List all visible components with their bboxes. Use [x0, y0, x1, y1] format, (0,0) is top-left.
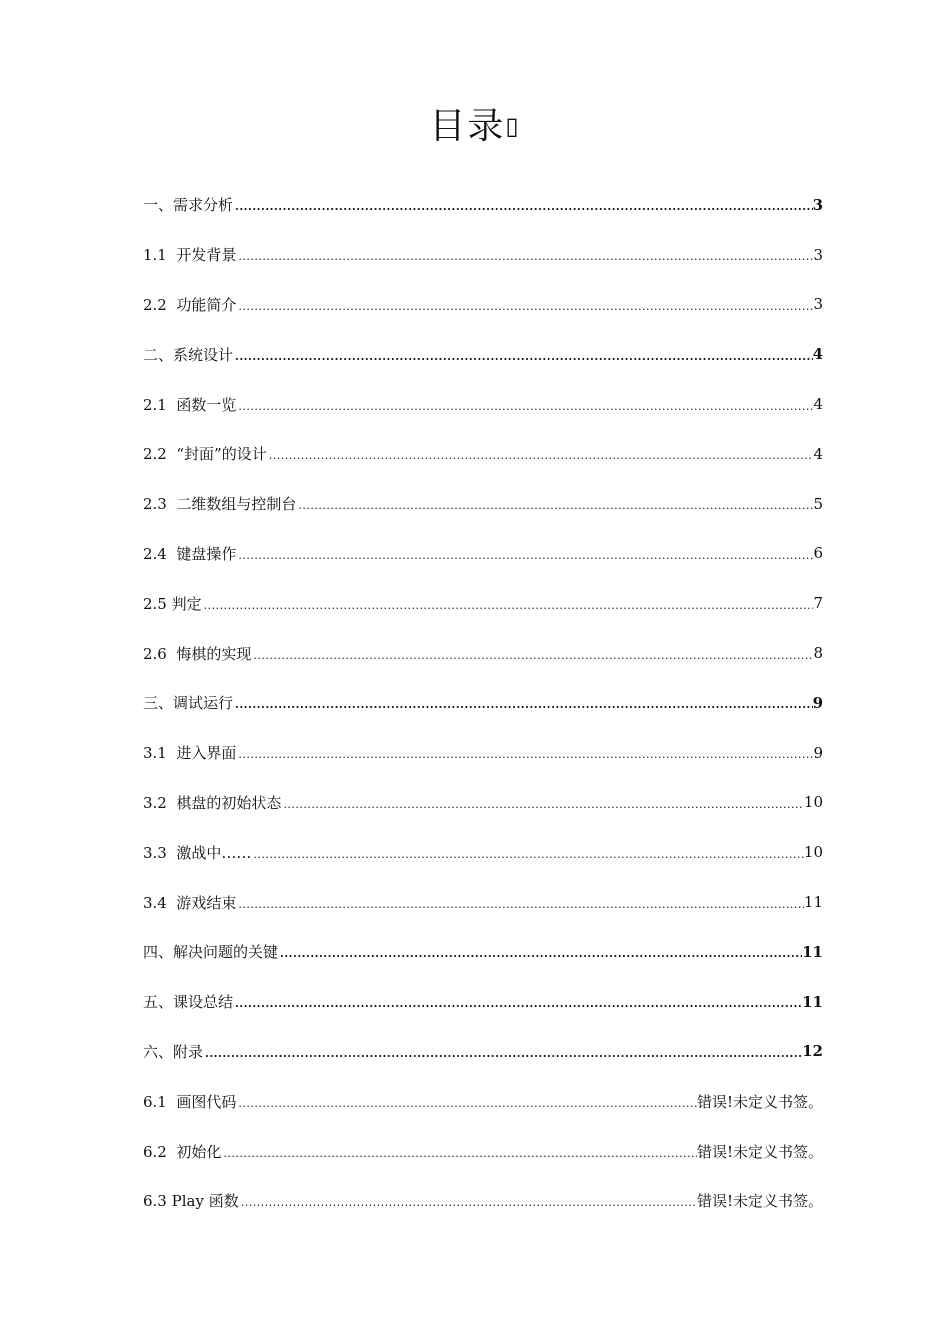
toc-entry-page: 5 — [813, 494, 823, 513]
leader-dots — [238, 748, 813, 761]
toc-entry-label: 2.1 函数一览 — [143, 395, 237, 414]
toc-entry-label: 2.6 悔棋的实现 — [143, 644, 252, 663]
title-mark: ▯ — [505, 112, 521, 140]
leader-dots — [253, 848, 804, 861]
leader-dots — [269, 449, 814, 462]
toc-entry[interactable] — [143, 180, 823, 230]
table-of-contents — [143, 180, 823, 1226]
toc-entry-label: 四、解决问题的关键 — [143, 943, 279, 962]
toc-entry[interactable] — [143, 1176, 823, 1226]
toc-entry[interactable] — [143, 1126, 823, 1176]
toc-entry[interactable] — [143, 280, 823, 330]
toc-entry[interactable] — [143, 827, 823, 877]
title-text: 目录 — [429, 106, 506, 147]
toc-entry-label: 3.2 棋盘的初始状态 — [143, 793, 282, 812]
leader-dots — [238, 549, 813, 562]
toc-entry-page: 7 — [813, 594, 823, 613]
toc-entry[interactable] — [143, 877, 823, 927]
leader-dots — [238, 400, 813, 413]
toc-entry[interactable] — [143, 778, 823, 828]
toc-entry[interactable] — [143, 429, 823, 479]
toc-entry-label: 六、附录 — [143, 1042, 204, 1061]
toc-entry-page: 11 — [803, 893, 823, 912]
toc-entry-label: 一、需求分析 — [143, 196, 234, 215]
leader-dots — [253, 649, 813, 662]
toc-entry-page: 11 — [802, 992, 823, 1011]
page-title — [0, 98, 950, 149]
toc-entry-page: 11 — [802, 942, 823, 961]
toc-entry-page: 3 — [813, 295, 823, 314]
toc-entry[interactable] — [143, 927, 823, 977]
toc-entry-label: 3.3 激战中…… — [143, 843, 252, 862]
leader-dots — [238, 300, 813, 313]
toc-entry-page: 3 — [813, 245, 823, 264]
toc-entry[interactable] — [143, 678, 823, 728]
leader-dots — [238, 250, 813, 263]
toc-entry-page: 6 — [813, 544, 823, 563]
toc-entry[interactable] — [143, 479, 823, 529]
leader-dots — [223, 1147, 697, 1160]
leader-dots — [204, 599, 814, 612]
toc-entry[interactable] — [143, 1027, 823, 1077]
toc-entry-page: 4 — [813, 395, 823, 414]
toc-entry-page: 错误!未定义书签。 — [696, 1142, 823, 1161]
toc-entry[interactable] — [143, 578, 823, 628]
toc-entry-page: 3 — [812, 195, 823, 214]
toc-entry-page: 10 — [803, 843, 823, 862]
toc-entry-page: 4 — [813, 444, 823, 463]
leader-dots — [241, 1196, 697, 1209]
toc-entry-label: 三、调试运行 — [143, 694, 234, 713]
toc-entry-page: 10 — [803, 793, 823, 812]
toc-entry-label: 2.3 二维数组与控制台 — [143, 495, 297, 514]
toc-entry-label: 五、课设总结 — [143, 993, 234, 1012]
toc-entry-label: 1.1 开发背景 — [143, 246, 237, 265]
toc-entry-page: 错误!未定义书签。 — [696, 1192, 823, 1211]
toc-entry-label: 6.3 Play 函数 — [143, 1192, 239, 1211]
toc-entry-page: 9 — [812, 693, 823, 712]
toc-entry[interactable] — [143, 977, 823, 1027]
toc-entry-label: 二、系统设计 — [143, 345, 234, 364]
toc-entry-label: 2.5 判定 — [143, 594, 202, 613]
toc-entry[interactable] — [143, 529, 823, 579]
toc-entry-label: 6.1 画图代码 — [143, 1092, 237, 1111]
toc-entry[interactable] — [143, 728, 823, 778]
toc-entry-label: 2.2 “封面”的设计 — [143, 445, 267, 464]
toc-entry-label: 3.1 进入界面 — [143, 744, 237, 763]
toc-entry-page: 8 — [813, 644, 823, 663]
leader-dots — [298, 499, 813, 512]
leader-dots — [235, 698, 813, 711]
toc-entry[interactable] — [143, 329, 823, 379]
leader-dots — [238, 898, 804, 911]
toc-entry-label: 6.2 初始化 — [143, 1142, 222, 1161]
toc-entry[interactable] — [143, 628, 823, 678]
leader-dots — [283, 798, 804, 811]
toc-entry-label: 2.2 功能简介 — [143, 295, 237, 314]
toc-entry-label: 2.4 键盘操作 — [143, 544, 237, 563]
toc-entry-page: 9 — [813, 743, 823, 762]
toc-entry[interactable] — [143, 379, 823, 429]
leader-dots — [205, 1047, 802, 1060]
toc-entry-page: 错误!未定义书签。 — [696, 1092, 823, 1111]
leader-dots — [235, 200, 813, 213]
toc-entry[interactable] — [143, 1076, 823, 1126]
leader-dots — [235, 350, 813, 363]
leader-dots — [235, 997, 802, 1010]
leader-dots — [280, 947, 802, 960]
toc-entry-page: 12 — [802, 1042, 823, 1061]
toc-entry-page: 4 — [812, 345, 823, 364]
toc-entry-label: 3.4 游戏结束 — [143, 893, 237, 912]
toc-entry[interactable] — [143, 230, 823, 280]
leader-dots — [238, 1097, 697, 1110]
